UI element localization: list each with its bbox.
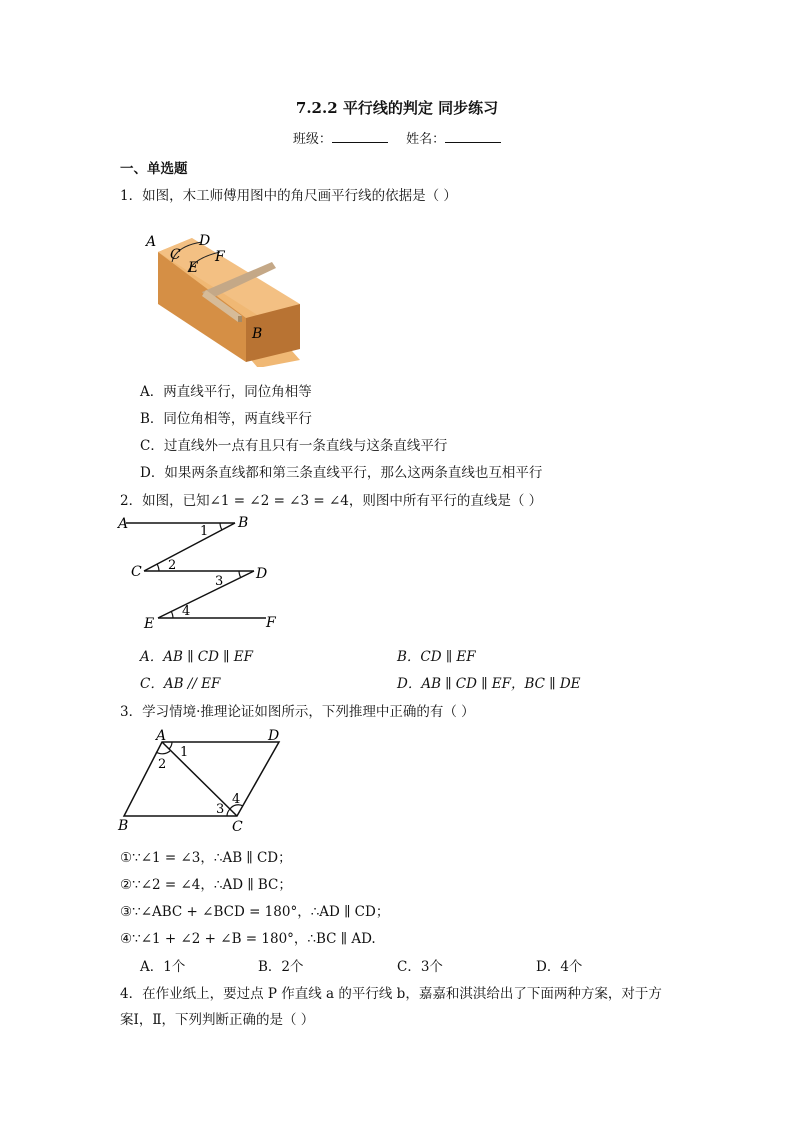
name-blank[interactable] bbox=[445, 130, 501, 143]
name-label: 姓名： bbox=[406, 132, 446, 147]
q4-stem-line-2: 案Ⅰ，Ⅱ，下列判断正确的是（ ） bbox=[120, 1012, 315, 1028]
label-f: F bbox=[215, 249, 225, 265]
q2-zigzag-figure bbox=[114, 514, 284, 632]
q3-stem: 3．学习情境·推理论证如图所示，下列推理中正确的有（ ） bbox=[120, 704, 475, 720]
label-angle-4: 4 bbox=[232, 792, 241, 807]
q3-option-d[interactable]: D．4个 bbox=[536, 959, 583, 975]
label-a: A bbox=[118, 516, 129, 532]
label-angle-1: 1 bbox=[180, 745, 189, 760]
q3-statement-3: ③∵∠ABC + ∠BCD = 180°，∴AD ∥ CD； bbox=[120, 904, 390, 920]
q2-option-d[interactable]: D．AB ∥ CD ∥ EF，BC ∥ DE bbox=[397, 676, 581, 692]
label-angle-3: 3 bbox=[216, 802, 225, 817]
q1-option-b[interactable]: B．同位角相等，两直线平行 bbox=[140, 411, 312, 427]
label-a: A bbox=[146, 234, 157, 250]
q1-stem: 1．如图，木工师傅用图中的角尺画平行线的依据是（ ） bbox=[120, 188, 457, 204]
angle-2-arc bbox=[156, 751, 170, 754]
label-angle-2: 2 bbox=[158, 757, 167, 772]
line-de bbox=[158, 571, 254, 618]
angle-4-arc bbox=[171, 611, 173, 618]
q4-stem-line-1: 4．在作业纸上，要过点 P 作直线 a 的平行线 b，嘉嘉和淇淇给出了下面两种方案，对于方 bbox=[120, 986, 662, 1002]
q2-stem: 2．如图，已知∠1 = ∠2 = ∠3 = ∠4，则图中所有平行的直线是（ ） bbox=[120, 493, 543, 509]
label-d: D bbox=[268, 728, 280, 744]
label-angle-3: 3 bbox=[215, 574, 224, 589]
label-d: D bbox=[199, 233, 211, 249]
q2-option-b[interactable]: B．CD ∥ EF bbox=[397, 649, 476, 665]
q1-option-c[interactable]: C．过直线外一点有且只有一条直线与这条直线平行 bbox=[140, 438, 448, 454]
label-angle-1: 1 bbox=[200, 524, 209, 539]
label-a: A bbox=[156, 728, 167, 744]
line-bc bbox=[144, 523, 235, 571]
q1-option-a[interactable]: A．两直线平行，同位角相等 bbox=[140, 384, 312, 400]
q1-option-d[interactable]: D．如果两条直线都和第三条直线平行，那么这两条直线也互相平行 bbox=[140, 465, 543, 481]
angle-1-arc bbox=[220, 523, 222, 530]
label-c: C bbox=[232, 819, 243, 835]
q3-parallelogram-figure bbox=[114, 724, 294, 836]
parallelogram-abcd bbox=[124, 742, 279, 816]
angle-3-arc bbox=[239, 571, 241, 578]
class-label: 班级： bbox=[292, 132, 332, 147]
label-angle-4: 4 bbox=[182, 604, 191, 619]
ruler-end bbox=[238, 316, 242, 322]
label-c: C bbox=[131, 564, 142, 580]
label-b: B bbox=[118, 818, 129, 834]
label-d: D bbox=[256, 566, 268, 582]
q2-option-c[interactable]: C．AB // EF bbox=[140, 676, 221, 692]
q3-statement-1: ①∵∠1 = ∠3，∴AB ∥ CD； bbox=[120, 850, 292, 866]
q3-statement-2: ②∵∠2 = ∠4，∴AD ∥ BC； bbox=[120, 877, 292, 893]
q1-wood-figure bbox=[122, 212, 327, 367]
label-e: E bbox=[188, 260, 199, 276]
q3-statement-4: ④∵∠1 + ∠2 + ∠B = 180°，∴BC ∥ AD. bbox=[120, 931, 376, 947]
section-heading: 一、单选题 bbox=[120, 161, 188, 177]
q3-option-c[interactable]: C．3个 bbox=[397, 959, 443, 975]
diagonal-ac bbox=[162, 742, 237, 816]
angle-1-arc bbox=[169, 742, 172, 749]
label-c: C bbox=[170, 247, 181, 263]
angle-2-arc bbox=[157, 564, 159, 571]
q2-option-a[interactable]: A．AB ∥ CD ∥ EF bbox=[140, 649, 253, 665]
page-title: 7.2.2 平行线的判定 同步练习 bbox=[295, 99, 499, 117]
label-f: F bbox=[266, 615, 276, 631]
class-blank[interactable] bbox=[332, 130, 388, 143]
label-b: B bbox=[238, 515, 249, 531]
label-e: E bbox=[144, 616, 155, 632]
student-info-row bbox=[0, 128, 794, 147]
q3-option-b[interactable]: B．2个 bbox=[258, 959, 304, 975]
label-angle-2: 2 bbox=[168, 558, 177, 573]
q3-option-a[interactable]: A．1个 bbox=[140, 959, 186, 975]
label-b: B bbox=[252, 326, 263, 342]
angle-3-arc bbox=[227, 809, 230, 816]
